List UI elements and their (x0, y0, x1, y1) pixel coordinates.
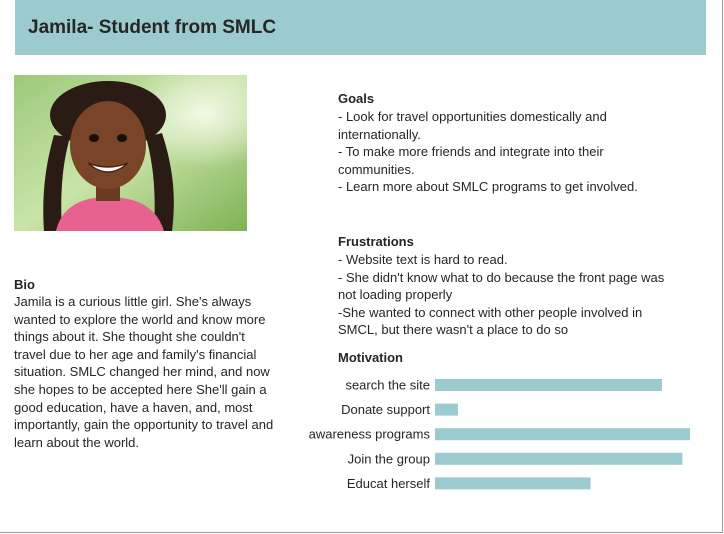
chart-category-label: Educat herself (346, 475, 430, 491)
frustrations-list (338, 251, 683, 339)
chart-bar (435, 428, 690, 440)
chart-category-label: search the site (345, 377, 430, 393)
chart-bar (435, 379, 662, 391)
goals-heading: Goals (338, 91, 375, 106)
bio-heading: Bio (14, 277, 35, 292)
chart-category-label: awareness programs (308, 426, 430, 442)
chart-bar (435, 404, 458, 416)
motivation-chart (290, 372, 710, 497)
chart-bar (435, 477, 591, 489)
frustrations-item: - She didn't know what to do because the front page was not loading properly (338, 269, 665, 303)
bio-text: Jamila is a curious little girl. She's always wanted to explore the world and know more things about it. She thought she couldn't travel due to her age and family's financial situation. SMLC changed her mind, and now she hopes to be accepted here She'll gain a good education, have a haven, and, most importantly, gain the opportunity to travel and learn about the world. (14, 294, 274, 450)
profile-photo (14, 75, 247, 231)
motivation-heading: Motivation (338, 350, 403, 365)
chart-category-label: Donate support (341, 402, 430, 418)
frustrations-item: -She wanted to connect with other people involved in SMCL, but there wasn't a place to do so (338, 304, 643, 338)
goals-list (338, 108, 683, 196)
header-banner (15, 0, 706, 55)
frustrations-item: - Website text is hard to read. (338, 252, 508, 267)
goals-item: - To make more friends and integrate into their communities. (338, 144, 604, 177)
goals-item: - Learn more about SMLC programs to get involved. (338, 179, 638, 195)
frustrations-heading: Frustrations (338, 234, 414, 249)
chart-bar (435, 453, 682, 465)
chart-category-label: Join the group (347, 451, 430, 467)
page-title: Jamila- Student from SMLC (28, 17, 277, 38)
goals-item: - Look for travel opportunities domestically and internationally. (338, 109, 607, 142)
